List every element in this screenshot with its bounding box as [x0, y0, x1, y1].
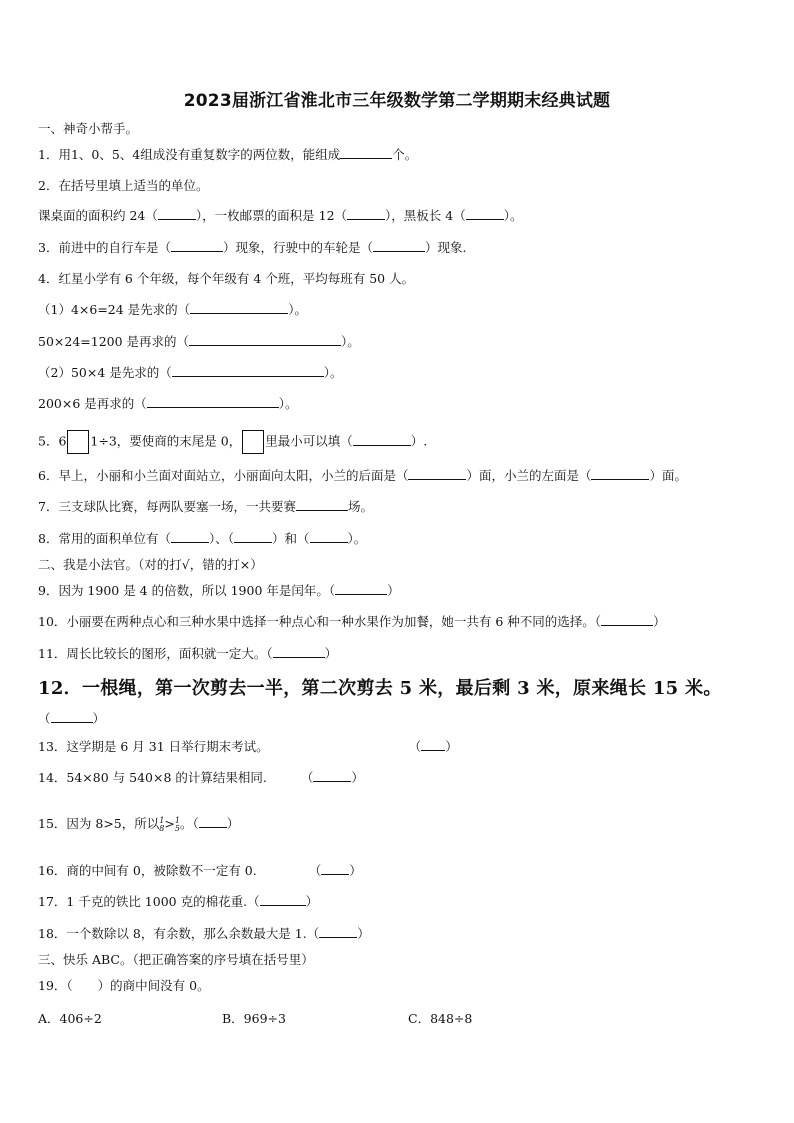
answer-blank[interactable]: [347, 208, 385, 220]
answer-blank[interactable]: [313, 770, 351, 782]
question-5: 5．6 1÷3，要使商的末尾是 0， 里最小可以填（ ）.: [38, 430, 427, 454]
answer-blank[interactable]: [234, 531, 272, 543]
fraction-one-eighth: 1 8: [159, 815, 165, 833]
answer-blank[interactable]: [260, 894, 306, 906]
answer-blank[interactable]: [340, 147, 392, 159]
answer-blank[interactable]: [296, 499, 348, 511]
answer-blank[interactable]: [273, 646, 325, 658]
section-2-heading: 二、我是小法官。（对的打√，错的打×）: [38, 557, 263, 572]
answer-blank[interactable]: [190, 302, 288, 314]
answer-blank[interactable]: [189, 334, 341, 346]
question-9: 9．因为 1900 是 4 的倍数，所以 1900 年是闰年。（ ）: [38, 583, 400, 598]
question-7: 7．三支球队比赛，每两队要塞一场，一共要赛 场。: [38, 499, 373, 514]
answer-blank[interactable]: [421, 739, 445, 751]
question-4-4: 200×6 是再求的（ ）。: [38, 396, 298, 411]
page-title: 2023届浙江省淮北市三年级数学第二学期期末经典试题: [183, 91, 611, 111]
answer-blank[interactable]: [408, 468, 466, 480]
question-19-option-a[interactable]: A．406÷2: [38, 1011, 102, 1026]
answer-blank[interactable]: [335, 583, 387, 595]
answer-blank[interactable]: [353, 434, 411, 446]
question-1: 1．用1、0、5、4组成没有重复数字的两位数，能组成 个。: [38, 147, 418, 162]
digit-box[interactable]: [67, 430, 89, 454]
answer-blank[interactable]: [321, 863, 349, 875]
question-14: 14．54×80 与 540×8 的计算结果相同. （ ）: [38, 770, 364, 785]
section-3-heading: 三、快乐 ABC。（把正确答案的序号填在括号里）: [38, 952, 314, 967]
question-4-1: （1）4×6=24 是先求的（ ）。: [38, 302, 307, 317]
question-2: 2．在括号里填上适当的单位。: [38, 178, 209, 193]
fraction-one-fifth: 1 5: [174, 815, 180, 833]
digit-box[interactable]: [242, 430, 264, 454]
question-18: 18．一个数除以 8，有余数，那么余数最大是 1.（ ）: [38, 926, 370, 941]
question-3: 3．前进中的自行车是（ ）现象，行驶中的车轮是（ ）现象.: [38, 240, 467, 255]
question-2-line: 课桌面的面积约 24（ ），一枚邮票的面积是 12（ ），黑板长 4（ ）。: [38, 208, 523, 223]
question-19: 19．（ ）的商中间没有 0。: [38, 978, 210, 993]
answer-blank[interactable]: [466, 208, 504, 220]
section-1-heading: 一、神奇小帮手。: [38, 121, 139, 136]
answer-blank[interactable]: [310, 531, 348, 543]
question-17: 17．1 千克的铁比 1000 克的棉花重.（ ）: [38, 894, 319, 909]
question-15: 15．因为 8>5，所以 1 8 > 1 5 。（ ）: [38, 815, 240, 833]
answer-blank[interactable]: [319, 926, 357, 938]
question-8: 8．常用的面积单位有（ ）、（ ）和（ ）。: [38, 531, 367, 546]
question-19-option-b[interactable]: B．969÷3: [222, 1011, 286, 1026]
answer-blank[interactable]: [172, 365, 324, 377]
answer-blank[interactable]: [171, 240, 223, 252]
answer-blank[interactable]: [601, 614, 653, 626]
question-13: 13．这学期是 6 月 31 日举行期末考试。 （ ）: [38, 739, 458, 754]
question-12-answer: （ ）: [38, 711, 106, 726]
question-6: 6．早上，小丽和小兰面对面站立，小丽面向太阳，小兰的后面是（ ）面，小兰的左面是（ ）面。: [38, 468, 687, 483]
answer-blank[interactable]: [147, 396, 279, 408]
question-12: 12．一根绳，第一次剪去一半，第二次剪去 5 米，最后剩 3 米，原来绳长 15 米。: [38, 678, 722, 699]
question-19-option-c[interactable]: C．848÷8: [408, 1011, 473, 1026]
answer-blank[interactable]: [591, 468, 649, 480]
answer-blank[interactable]: [51, 711, 93, 723]
question-16: 16．商的中间有 0，被除数不一定有 0. （ ）: [38, 863, 362, 878]
question-4-3: （2）50×4 是先求的（ ）。: [38, 365, 343, 380]
answer-blank[interactable]: [199, 816, 227, 828]
answer-blank[interactable]: [158, 208, 196, 220]
answer-blank[interactable]: [171, 531, 209, 543]
question-4: 4．红星小学有 6 个年级，每个年级有 4 个班，平均每班有 50 人。: [38, 271, 415, 286]
answer-blank[interactable]: [373, 240, 425, 252]
question-4-2: 50×24=1200 是再求的（ ）。: [38, 334, 360, 349]
question-11: 11．周长比较长的图形，面积就一定大。（ ）: [38, 646, 338, 661]
question-10: 10．小丽要在两种点心和三种水果中选择一种点心和一种水果作为加餐，她一共有 6 种不同的选择。（ ）: [38, 614, 666, 629]
